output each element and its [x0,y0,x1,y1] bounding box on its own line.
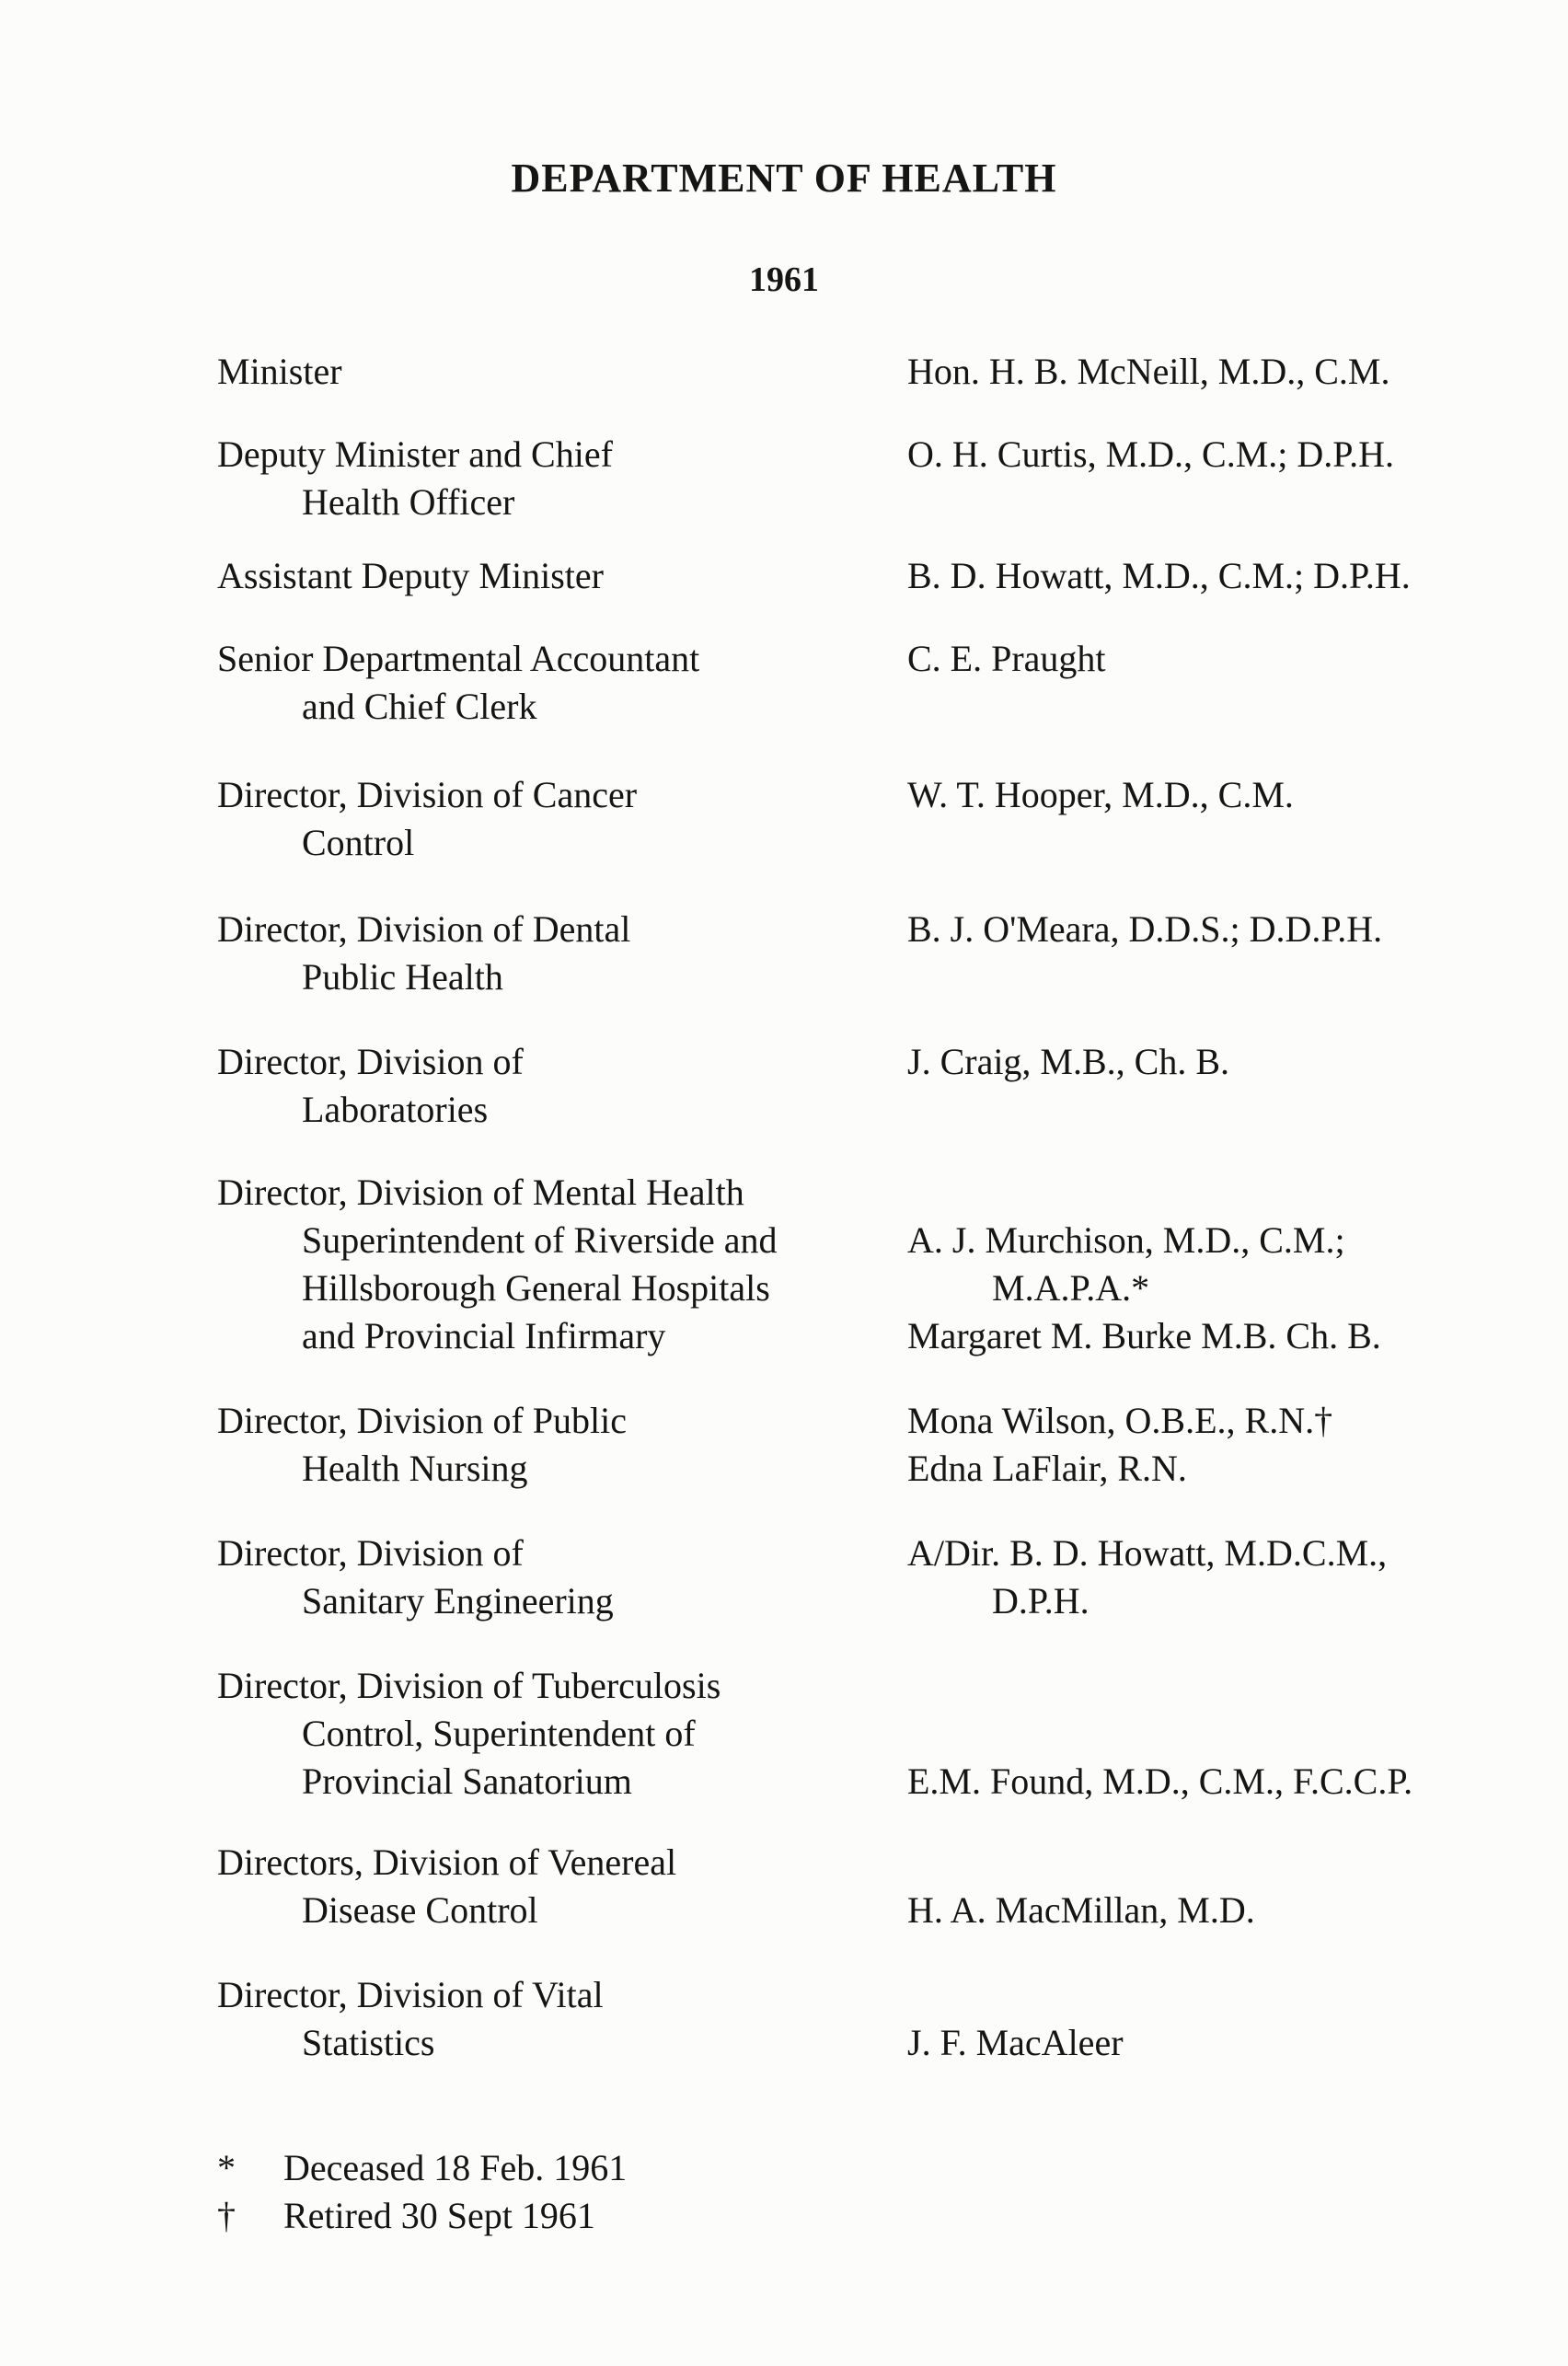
role-line: Health Nursing [302,1448,528,1489]
role-line: Director, Division of Public [217,1400,627,1441]
official-role [217,635,917,731]
official-holder [907,635,1551,683]
holder-line: J. Craig, M.B., Ch. B. [907,1041,1230,1082]
role-line: Director, Division of [217,1041,524,1082]
role-line: Laboratories [302,1089,489,1130]
holder-line: Edna LaFlair, R.N. [907,1448,1187,1489]
role-line: Statistics [302,2022,435,2063]
footnote-mark: * [217,2147,236,2188]
holder-line: A/Dir. B. D. Howatt, M.D.C.M., [907,1532,1388,1574]
official-role [217,348,917,396]
official-holder [907,552,1551,600]
role-line: Senior Departmental Accountant [217,638,700,679]
role-line: Director, Division of Mental Health [217,1171,744,1213]
official-holder [907,348,1551,396]
role-line: Director, Division of Vital [217,1974,604,2015]
official-holder [907,1169,1551,1360]
official-role [217,1839,917,1934]
role-line: Director, Division of Tuberculosis [217,1665,721,1706]
role-line: Public Health [302,956,503,998]
official-holder [907,1038,1551,1086]
holder-line: D.P.H. [992,1580,1090,1622]
footnote-mark: † [217,2195,236,2236]
official-role [217,771,917,867]
holder-line: B. D. Howatt, M.D., C.M.; D.P.H. [907,555,1411,596]
role-line: Health Officer [302,481,515,523]
official-holder [907,906,1551,953]
official-holder [907,771,1551,819]
holder-line [907,1169,1551,1217]
role-line: Director, Division of Dental [217,908,631,950]
role-line: Provincial Sanatorium [302,1760,632,1802]
role-line: Superintendent of Riverside and [302,1219,778,1261]
holder-line: J. F. MacAleer [907,2022,1124,2063]
footnote-retired [217,2192,627,2240]
holder-line: O. H. Curtis, M.D., C.M.; D.P.H. [907,433,1394,475]
footnote-text: Deceased 18 Feb. 1961 [283,2147,628,2188]
holder-line: Mona Wilson, O.B.E., R.N.† [907,1400,1333,1441]
role-line: Directors, Division of Venereal [217,1841,677,1883]
holder-line: E.M. Found, M.D., C.M., F.C.C.P. [907,1760,1413,1802]
footnote-deceased [217,2144,627,2192]
role-line: and Chief Clerk [302,686,537,727]
official-role [217,1971,917,2067]
holder-line [907,1662,1551,1710]
role-line: Director, Division of Cancer [217,774,638,815]
holder-line: M.A.P.A.* [992,1267,1150,1309]
official-role [217,906,917,1001]
footnote-text: Retired 30 Sept 1961 [283,2195,595,2236]
holder-line: Hon. H. B. McNeill, M.D., C.M. [907,351,1390,392]
holder-line: A. J. Murchison, M.D., C.M.; [907,1219,1345,1261]
holder-line: B. J. O'Meara, D.D.S.; D.D.P.H. [907,908,1383,950]
official-holder [907,1971,1551,2067]
holder-line: W. T. Hooper, M.D., C.M. [907,774,1294,815]
official-holder [907,1529,1551,1625]
role-line: and Provincial Infirmary [302,1315,666,1356]
role-line: Director, Division of [217,1532,524,1574]
holder-line: Margaret M. Burke M.B. Ch. B. [907,1315,1381,1356]
holder-line [907,1710,1551,1758]
official-role [217,431,917,526]
official-holder [907,1662,1551,1806]
holder-line: H. A. MacMillan, M.D. [907,1889,1255,1931]
official-holder [907,431,1551,479]
holder-line [907,1971,1551,2019]
holder-line: C. E. Praught [907,638,1106,679]
page-year: 1961 [749,260,819,299]
holder-line [907,1839,1551,1887]
role-line: Assistant Deputy Minister [217,555,604,596]
page-title: DEPARTMENT OF HEALTH [511,156,1057,201]
role-line: Disease Control [302,1889,538,1931]
role-line: Deputy Minister and Chief [217,433,613,475]
official-holder [907,1839,1551,1934]
role-line: Minister [217,351,342,392]
official-role [217,552,917,600]
official-role [217,1529,917,1625]
official-role [217,1038,917,1134]
role-line: Control [302,822,415,863]
official-role [217,1397,917,1493]
role-line: Sanitary Engineering [302,1580,614,1622]
role-line: Control, Superintendent of [302,1713,696,1754]
official-role [217,1169,917,1360]
footnotes [217,2144,627,2240]
role-line: Hillsborough General Hospitals [302,1267,770,1309]
official-role [217,1662,917,1806]
official-holder [907,1397,1551,1493]
